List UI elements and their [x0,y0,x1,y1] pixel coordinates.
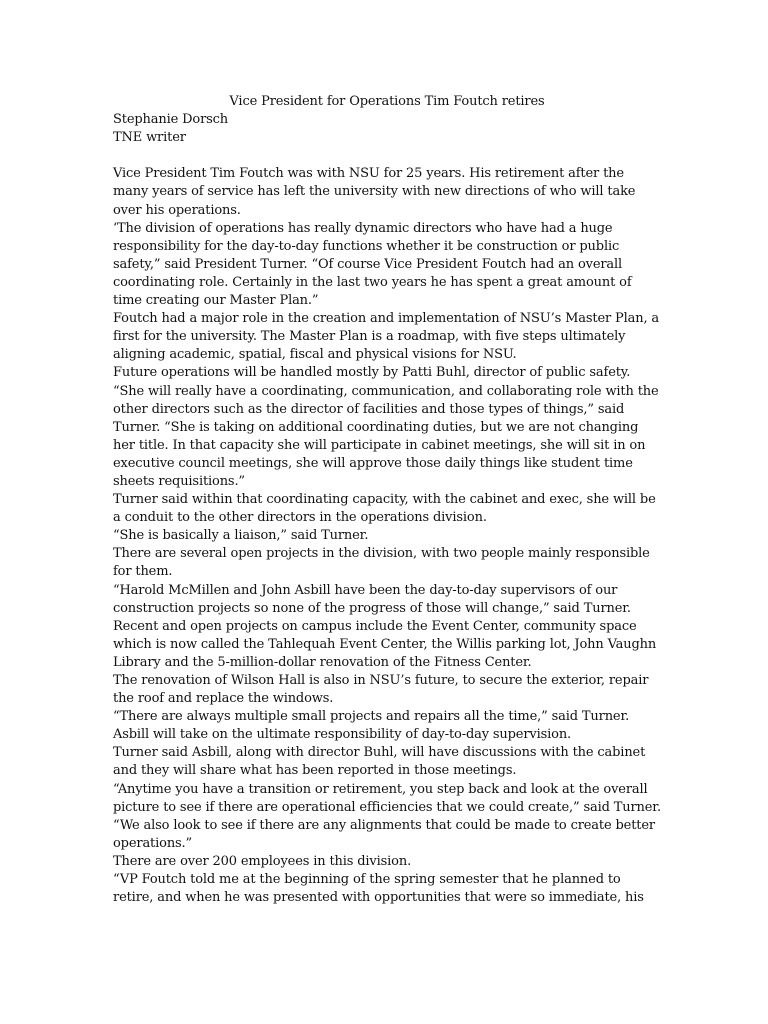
article [113,93,661,907]
article-paragraph: Turner said Asbill, along with director Buhl, will have discussions with the cabinet and they will share what has been reported in those meetings. [113,745,646,779]
article-paragraph: “She is basically a liaison,” said Turner. [113,528,369,544]
article-paragraph: Vice President Tim Foutch was with NSU for 25 years. His retirement after the many years of service has left the university with new directions of who will take over his operations. [113,166,636,218]
article-paragraph: There are several open projects in the division, with two people mainly responsible for them. [113,546,650,580]
article-paragraph: “Harold McMillen and John Asbill have been the day-to-day supervisors of our construction projects so none of the progress of those will change,” said Turner. [113,582,631,616]
article-paragraph: Asbill will take on the ultimate responsibility of day-to-day supervision. [113,727,572,743]
article-paragraph: Turner said within that coordinating capacity, with the cabinet and exec, she will be a conduit to the other directors in the operations division. [113,492,656,526]
article-paragraph: “VP Foutch told me at the beginning of the spring semester that he planned to retire, and when he was presented with opportunities that were so immediate, his [113,872,644,906]
article-author-role: TNE writer [113,130,186,146]
article-paragraph: Foutch had a major role in the creation and implementation of NSU’s Master Plan, a first for the university. The Master Plan is a roadmap, with five steps ultimately aligning academic, spatial, fiscal and physical visions for NSU. [113,311,660,363]
article-paragraph: Future operations will be handled mostly by Patti Buhl, director of public safety. [113,365,631,381]
article-paragraph: ‘The division of operations has really dynamic directors who have had a huge responsibility for the day-to-day functions whether it be construction or public safety,” said President Turner. “Of course Vice President Foutch had an overall coordinating role. Certainly in the last two years he has spent a great amount of time creating our Master Plan.” [113,220,632,309]
article-author: Stephanie Dorsch [113,112,229,128]
article-paragraph: Recent and open projects on campus include the Event Center, community space which is now called the Tahlequah Event Center, the Willis parking lot, John Vaughn Library and the 5-million-dollar renovation of the Fitness Center. [113,618,657,670]
article-paragraph: “There are always multiple small projects and repairs all the time,” said Turner. [113,709,630,725]
article-paragraph: There are over 200 employees in this division. [113,853,412,869]
article-paragraph: “Anytime you have a transition or retirement, you step back and look at the overall picture to see if there are operational efficiencies that we could create,” said Turner. [113,781,661,815]
article-body [113,165,661,907]
article-paragraph: “She will really have a coordinating, communication, and collaborating role with the other directors such as the director of facilities and those types of things,” said Turner. “She is taking on additional coordinating duties, but we are not changing her title. In that capacity she will participate in cabinet meetings, she will sit in on executive council meetings, she will approve those daily things like student time sheets requisitions.” [113,383,659,489]
article-paragraph: “We also look to see if there are any alignments that could be made to create better operations.” [113,817,655,851]
blank-line [113,147,661,165]
article-paragraph: The renovation of Wilson Hall is also in NSU’s future, to secure the exterior, repair the roof and replace the windows. [113,673,649,707]
article-title: Vice President for Operations Tim Foutch retires [229,94,545,109]
